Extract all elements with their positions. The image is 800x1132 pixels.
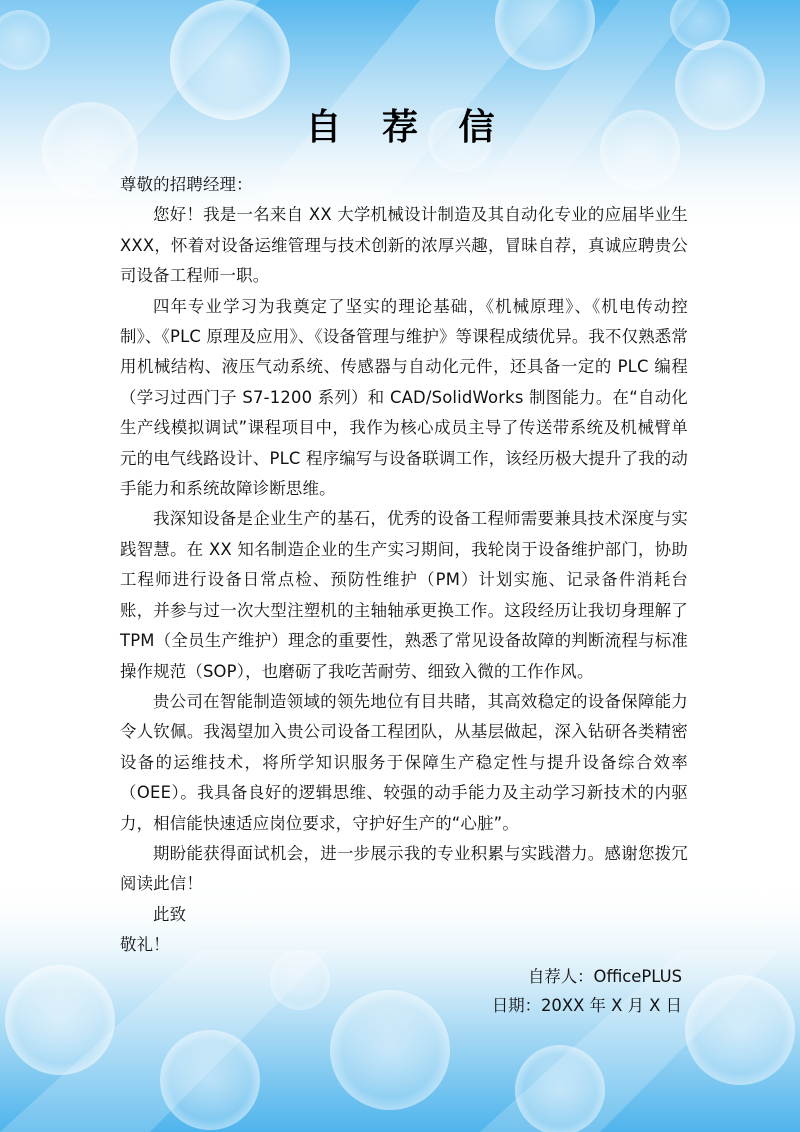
signature: 自荐人：OfficePLUS <box>527 967 682 986</box>
regards: 敬礼！ <box>120 935 170 955</box>
letter-body <box>120 170 688 961</box>
paragraph-internship: 我深知设备是企业生产的基石，优秀的设备工程师需要兼具技术深度与实践智慧。在 XX 知名制造企业的生产实习期间，我轮岗于设备维护部门，协助工程师进行设备日常点检、预防性维护（PM）计划实施、记录备件消耗台账，并参与过一次大型注塑机的主轴轴承更换工作。这段经历让我切身理解了 TPM（全员生产维护）理念的重要性，熟悉了常见设备故障的判断流程与标准操作规范（SOP），也磨砺了我吃苦耐劳、细致入微的工作作风。 <box>120 509 688 681</box>
salutation: 尊敬的招聘经理： <box>120 175 253 194</box>
letter-title: 自 荐 信 <box>305 107 509 148</box>
paragraph-closing: 期盼能获得面试机会，进一步展示我的专业积累与实践潜力。感谢您拨冗阅读此信！ <box>120 843 688 894</box>
closing-phrase: 此致 <box>153 904 187 924</box>
signature-block <box>492 962 682 1020</box>
paragraph-motivation: 贵公司在智能制造领域的领先地位有目共睹，其高效稳定的设备保障能力令人钦佩。我渴望加入贵公司设备工程团队，从基层做起，深入钻研各类精密设备的运维技术，将所学知识服务于保障生产稳定性与提升设备综合效率（OEE）。我具备良好的逻辑思维、较强的动手能力及主动学习新技术的内驱力，相信能快速适应岗位要求，守护好生产的“心脏”。 <box>120 691 688 833</box>
paragraph-education: 四年专业学习为我奠定了坚实的理论基础，《机械原理》、《机电传动控制》、《PLC 原理及应用》、《设备管理与维护》等课程成绩优异。我不仅熟悉常用机械结构、液压气动系统、传感器与自动化元件，还具备一定的 PLC 编程（学习过西门子 S7-1200 系列）和 CAD/SolidWorks 制图能力。在“自动化生产线模拟调试”课程项目中，我作为核心成员主导了传送带系统及机械臂单元的电气线路设计、PLC 程序编写与设备联调工作，该经历极大提升了我的动手能力和系统故障诊断思维。 <box>120 296 688 499</box>
paragraph-intro: 您好！我是一名来自 XX 大学机械设计制造及其自动化专业的应届毕业生 XXX，怀着对设备运维管理与技术创新的浓厚兴趣，冒昧自荐，真诚应聘贵公司设备工程师一职。 <box>120 205 688 286</box>
date: 日期：20XX 年 X 月 X 日 <box>491 996 682 1015</box>
